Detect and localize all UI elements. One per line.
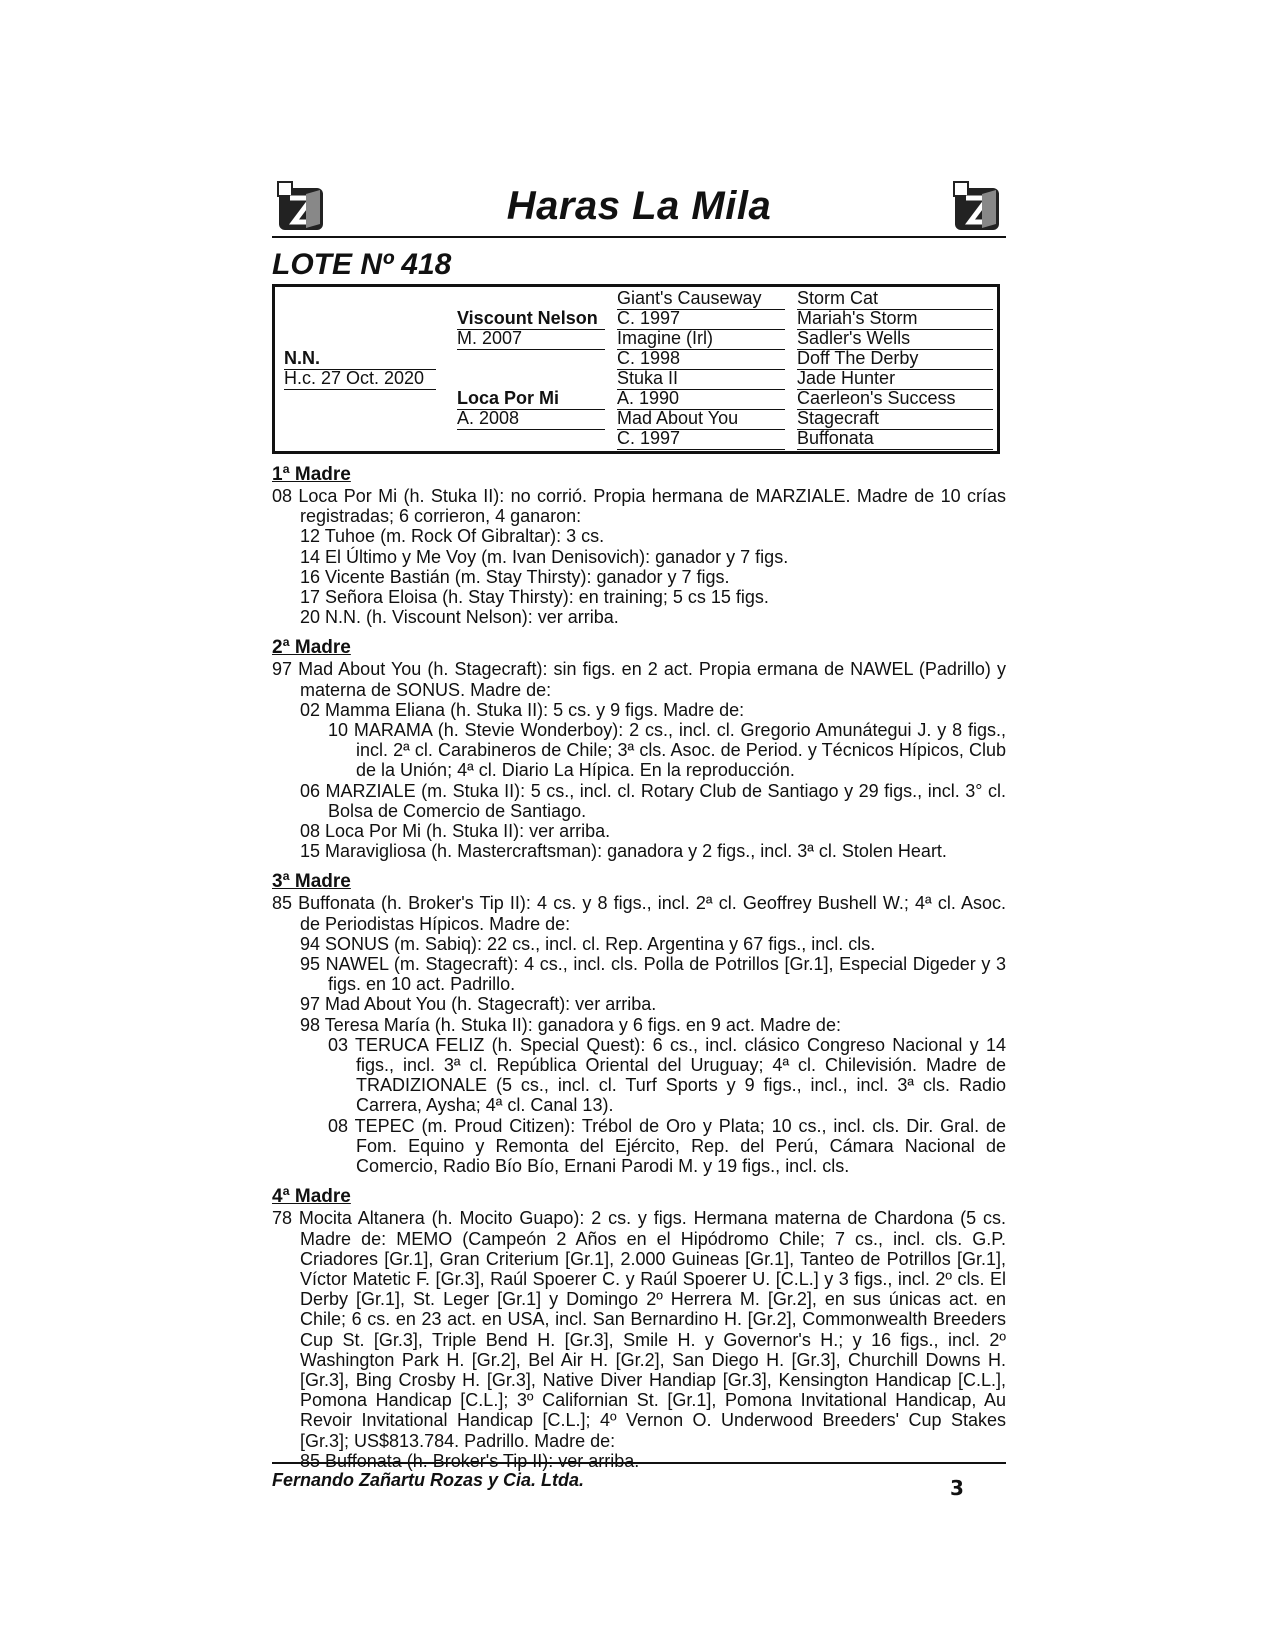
madre3-heading: 3ª Madre (272, 871, 351, 893)
pedigree-g2: C. 1997 (617, 429, 785, 450)
madre2-heading: 2ª Madre (272, 637, 351, 659)
list-item: 15 Maravigliosa (h. Mastercraftsman): ganadora y 2 figs., incl. 3ª cl. Stolen Heart. (300, 841, 947, 862)
pedigree-table (272, 284, 1000, 454)
list-item: 97 Mad About You (h. Stagecraft): ver arriba. (300, 994, 657, 1015)
pedigree-g3: Mariah's Storm (797, 309, 993, 330)
madre4-section (272, 1186, 1006, 1471)
list-item: 94 SONUS (m. Sabiq): 22 cs., incl. cl. Rep. Argentina y 67 figs., incl. cls. (300, 933, 876, 954)
madre3-intro: 85 Buffonata (h. Broker's Tip II): 4 cs. y 8 figs., incl. 2ª cl. Geoffrey Bushell W.; 4ª cl. Asoc. de Periodistas Hípicos. Madre de: (272, 893, 1006, 934)
haras-logo-icon (952, 180, 1002, 232)
list-item: 98 Teresa María (h. Stuka II): ganadora y 6 figs. en 9 act. Madre de: (300, 1014, 841, 1035)
pedigree-g3: Sadler's Wells (797, 329, 993, 350)
madre1-heading: 1ª Madre (272, 464, 351, 485)
madre3-section (272, 871, 1006, 1176)
list-item: 10 MARAMA (h. Stevie Wonderboy): 2 cs., incl. cl. Gregorio Amunátegui J. y 8 figs., incl. 2ª cl. Carabineros de Chile; 3ª cls. Asoc. de Period. y Técnicos Hípicos, Club de la Unión; 4ª cl. Diario La Hípica. En la reproducción. (328, 720, 1006, 781)
madre2-intro: 97 Mad About You (h. Stagecraft): sin figs. en 2 act. Propia ermana de NAWEL (Padrillo) y materna de SONUS. Madre de: (272, 659, 1006, 700)
list-item: 16 Vicente Bastián (m. Stay Thirsty): ganador y 7 figs. (300, 566, 730, 587)
pedigree-g2: Imagine (Irl) (617, 329, 785, 350)
pedigree-g2: Giant's Causeway (617, 289, 785, 310)
madre1-intro: 08 Loca Por Mi (h. Stuka II): no corrió. Propia hermana de MARZIALE. Madre de 10 crías registradas; 6 corrieron, 4 ganaron: (272, 486, 1006, 527)
page-number: 3 (950, 1476, 964, 1500)
dam-name: Loca Por Mi (457, 389, 605, 410)
list-item: 12 Tuhoe (m. Rock Of Gibraltar): 3 cs. (300, 526, 605, 547)
sire-name: Viscount Nelson (457, 309, 605, 330)
pedigree-g3: Buffonata (797, 429, 993, 450)
list-item: 08 Loca Por Mi (h. Stuka II): ver arriba. (300, 821, 611, 842)
list-item: 85 Buffonata (h. Broker's Tip II): ver arriba. (300, 1450, 640, 1471)
list-item: 03 TERUCA FELIZ (h. Special Quest): 6 cs., incl. clásico Congreso Nacional y 14 figs., incl. 3ª cl. República Oriental del Uruguay; 4ª cl. Chilevisión. Madre de TRADIZIONALE (5 cs., incl. cl. Turf Sports y 9 figs., incl., incl. 3ª cls. Radio Carrera, Aysha; 4ª cl. Canal 13). (328, 1034, 1006, 1116)
pedigree-g2: Mad About You (617, 409, 785, 430)
pedigree-g3: Stagecraft (797, 409, 993, 430)
company-name: Fernando Zañartu Rozas y Cia. Ltda. (272, 1470, 585, 1490)
dam-year: A. 2008 (457, 409, 605, 430)
horse-name: N.N. (284, 349, 436, 370)
list-item: 02 Mamma Eliana (h. Stuka II): 5 cs. y 9 figs. Madre de: (300, 699, 745, 720)
madre1-section (272, 464, 1006, 627)
pedigree-g2: A. 1990 (617, 389, 785, 410)
catalog-page (272, 178, 1006, 1471)
madre2-section (272, 637, 1006, 861)
pedigree-g3: Jade Hunter (797, 369, 993, 390)
list-item: 08 TEPEC (m. Proud Citizen): Trébol de Oro y Plata; 10 cs., incl. cls. Dir. Gral. de Fom. Equino y Remonta del Ejército, Rep. del Perú, Cámara Nacional de Comercio, Radio Bío Bío, Ernani Parodi M. y 19 figs., incl. cls. (328, 1115, 1006, 1177)
page-footer (272, 1462, 1006, 1491)
list-item: 17 Señora Eloisa (h. Stay Thirsty): en training; 5 cs 15 figs. (300, 587, 769, 608)
pedigree-g2: C. 1997 (617, 309, 785, 330)
sire-year: M. 2007 (457, 329, 605, 350)
madre4-heading: 4ª Madre (272, 1186, 351, 1208)
page-header (272, 178, 1006, 238)
list-item: 20 N.N. (h. Viscount Nelson): ver arriba. (300, 607, 619, 628)
pedigree-g3: Storm Cat (797, 289, 993, 310)
pedigree-g3: Caerleon's Success (797, 389, 993, 410)
madre4-intro: 78 Mocita Altanera (h. Mocito Guapo): 2 cs. y figs. Hermana materna de Chardona (5 cs. Madre de: MEMO (Campeón 2 Años en el Hipódromo Chile; 7 cs., incl. cls. G.P. Criadores [Gr.1], Gran Criterium [Gr.1], 2.000 Guineas [Gr.1], Tanteo de Potrillos [Gr.1], Víctor Matetic F. [Gr.3], Raúl Spoerer C. y Raúl Spoerer U. [C.L.] y 3 figs., incl. 2º cls. El Derby [Gr.1], St. Leger [Gr.1] y Domingo 2º Herrera M. [Gr.2], en sus únicas act. en Chile; 6 cs. en 23 act. en USA, incl. San Bernardino H. [Gr.2], Commonwealth Breeders Cup St. [Gr.3], Triple Bend H. [Gr.3], Smile H. y Governor's H.; y 16 figs., incl. 2º Washington Park H. [Gr.2], Bel Air H. [Gr.2], San Diego H. [Gr.3], Churchill Downs H. [Gr.3], Bing Crosby H. [Gr.3], Native Diver Handiap [Gr.3], Kensington Handicap [C.L.], Pomona Handicap [C.L.]; 3º Californian St. [Gr.1], Pomona Invitational Handicap, Au Revoir Invitational Handicap [C.L.]; 4º Vernon O. Underwood Breeders' Cup Stakes [Gr.3]; US$813.784. Padrillo. Madre de: (272, 1208, 1006, 1451)
page-title: Haras La Mila (506, 184, 772, 228)
list-item: 14 El Último y Me Voy (m. Ivan Denisovich): ganador y 7 figs. (300, 546, 789, 567)
pedigree-g2: C. 1998 (617, 349, 785, 370)
lot-number: LOTE Nº 418 (272, 248, 452, 281)
horse-birth: H.c. 27 Oct. 2020 (284, 369, 436, 390)
pedigree-g3: Doff The Derby (797, 349, 993, 370)
list-item: 95 NAWEL (m. Stagecraft): 4 cs., incl. cls. Polla de Potrillos [Gr.1], Especial Digeder y 3 figs. en 10 act. Padrillo. (300, 954, 1006, 995)
list-item: 06 MARZIALE (m. Stuka II): 5 cs., incl. cl. Rotary Club de Santiago y 29 figs., incl. 3° cl. Bolsa de Comercio de Santiago. (300, 780, 1006, 821)
pedigree-g2: Stuka II (617, 369, 785, 390)
